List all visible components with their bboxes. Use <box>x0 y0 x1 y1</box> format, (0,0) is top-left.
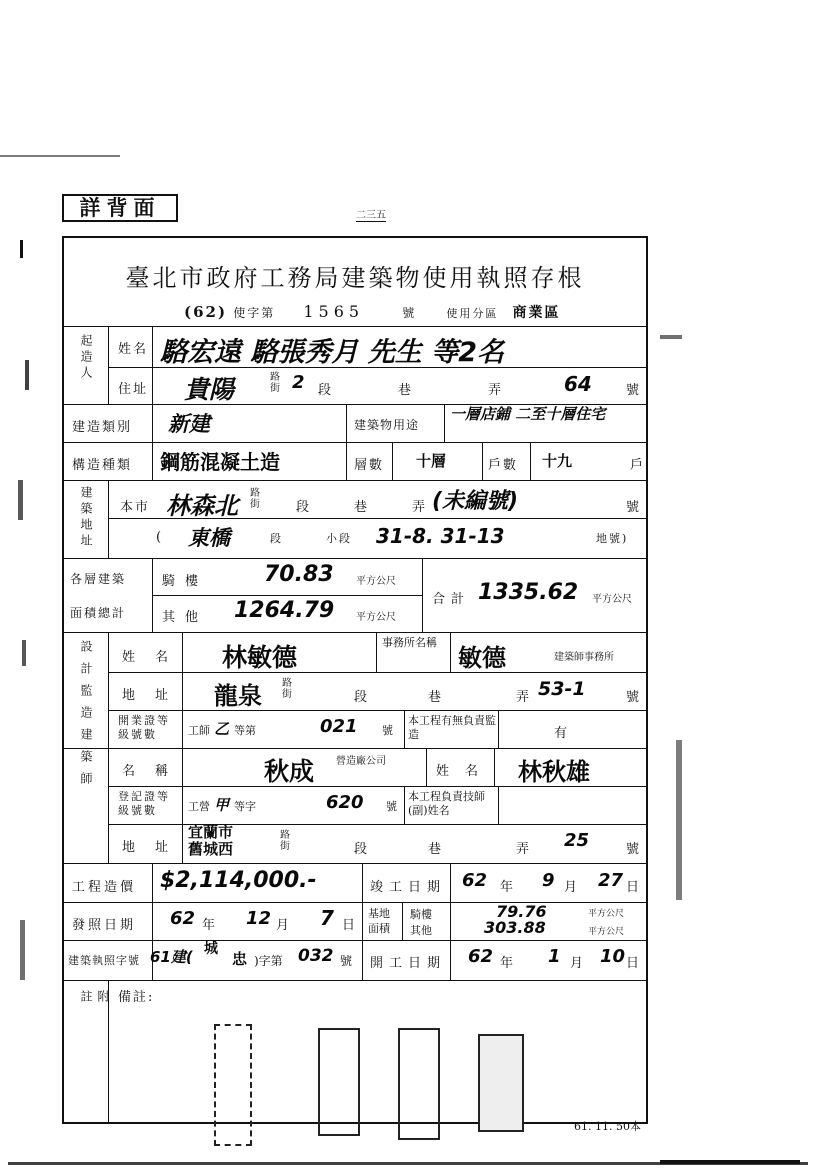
site-paren-value: (未編號) <box>432 489 519 514</box>
architect-license-mid: 等第 <box>234 724 256 737</box>
issue-day-unit: 日 <box>342 918 358 933</box>
scan-speck <box>22 640 26 666</box>
start-year: 62 <box>468 946 494 967</box>
architect-office-label: 事務所名稱 <box>382 636 437 649</box>
floors-label: 層數 <box>354 458 385 473</box>
builder-name-value: 駱宏遠 駱張秀月 先生 等2名 <box>160 337 504 368</box>
contractor-name-label: 名稱 <box>122 764 189 779</box>
inspector-seal <box>214 1024 252 1146</box>
rule <box>404 786 405 824</box>
permit-num: 032 <box>298 946 334 966</box>
number-value: 1565 <box>303 302 365 321</box>
start-day: 10 <box>600 946 626 967</box>
architect-license-label: 開業證等級號數 <box>118 714 170 741</box>
builder-name-label: 姓名 <box>118 342 149 357</box>
builder-addr-duan: 2 <box>292 372 305 393</box>
area-label-bottom: 面積總計 <box>70 606 127 620</box>
rule <box>64 748 646 749</box>
architect-office-suffix: 建築師事務所 <box>554 652 614 663</box>
site-duan-label: 段 <box>296 500 312 515</box>
base-other-value: 303.88 <box>484 918 546 937</box>
builder-addr-duan-label: 段 <box>318 383 334 398</box>
form-title: 臺北市政府工務局建築物使用執照存根 <box>125 264 585 292</box>
architect-license-prefix: 工師 <box>188 724 210 737</box>
number-suffix: 號 <box>402 306 417 320</box>
number-prefix: (62) <box>184 303 228 321</box>
scan-speck <box>660 1160 800 1164</box>
start-month: 1 <box>548 946 561 967</box>
contractor-reg-mid: 等字 <box>234 800 256 813</box>
rule <box>64 480 646 481</box>
contractor-addr-value: 宜蘭市 舊城西 <box>188 823 234 858</box>
area-arcade-value: 70.83 <box>264 562 334 587</box>
issue-month: 12 <box>246 908 272 929</box>
site-street: 林森北 <box>166 492 238 520</box>
site-nong-label: 弄 <box>412 500 428 515</box>
finish-label: 竣工日期 <box>370 880 447 895</box>
rule <box>108 632 109 863</box>
rule <box>444 404 445 442</box>
base-arcade-label: 騎樓 <box>410 908 432 921</box>
rule <box>404 710 405 748</box>
area-label-top: 各層建築 <box>70 572 127 586</box>
back-side-label <box>62 194 178 222</box>
rule <box>152 326 153 404</box>
households-label: 戶數 <box>488 458 519 473</box>
base-label: 基地面積 <box>368 907 390 935</box>
contractor-addr-num-label: 號 <box>626 842 642 857</box>
permit-char1: 城 <box>204 941 218 957</box>
contractor-reg-suffix: 號 <box>386 800 397 813</box>
households-value: 十九 <box>542 452 573 470</box>
rule <box>108 326 109 404</box>
issue-month-unit: 月 <box>276 918 292 933</box>
contractor-tech-label: 本工程負責技師(副)姓名 <box>408 790 485 817</box>
contractor-addr-duan-label: 段 <box>354 842 370 857</box>
floors-value: 十層 <box>416 452 447 470</box>
architect-addr-num: 53-1 <box>538 678 586 700</box>
contractor-person-value: 林秋雄 <box>518 758 590 786</box>
start-day-unit: 日 <box>626 956 642 971</box>
back-side-label-text: 詳背面 <box>79 195 161 220</box>
rule <box>426 748 427 786</box>
contractor-reg-num: 620 <box>326 792 364 813</box>
rule <box>450 863 451 980</box>
architect-license-grade: 乙 <box>214 720 230 738</box>
site-num-label: 號 <box>626 500 642 515</box>
permit-char2: 忠 <box>232 950 248 968</box>
scan-speck <box>18 480 23 520</box>
issue-year-unit: 年 <box>202 918 218 933</box>
start-label: 開工日期 <box>370 956 447 971</box>
zone-value: 商業區 <box>512 305 561 321</box>
finish-month-unit: 月 <box>564 880 580 895</box>
scan-speck <box>676 740 682 900</box>
households-unit: 戶 <box>630 458 646 473</box>
rule <box>482 442 483 480</box>
permit-suffix: 號 <box>340 954 353 968</box>
cost-value: $2,114,000.- <box>160 868 317 893</box>
rule <box>450 632 451 672</box>
finish-month: 9 <box>542 870 555 891</box>
permit-prefix: 61建( <box>150 948 193 966</box>
rule <box>494 748 495 786</box>
architect-supervisor-label: 本工程有無負責監造 <box>408 714 496 741</box>
area-arcade-label: 騎樓 <box>162 574 209 589</box>
contractor-reg-label: 登記證等級號數 <box>118 790 170 817</box>
permit-number-line <box>184 302 646 322</box>
approver-seal <box>398 1028 440 1140</box>
contractor-addr-num: 25 <box>564 830 590 851</box>
contractor-person-label: 姓名 <box>436 764 495 779</box>
scan-speck <box>20 240 23 258</box>
start-month-unit: 月 <box>570 956 586 971</box>
builder-addr-nong-label: 弄 <box>488 383 504 398</box>
issue-label: 發照日期 <box>72 918 137 933</box>
site-lot-suffix: 地號) <box>596 532 629 545</box>
finish-day-unit: 日 <box>626 880 642 895</box>
base-other-unit: 平方公尺 <box>588 927 625 937</box>
scan-speck <box>20 920 25 980</box>
use-label: 建築物用途 <box>354 418 420 432</box>
rule <box>346 404 347 480</box>
site-lot-duan-label: 段 <box>270 532 283 545</box>
permit-stub-form <box>62 236 648 1124</box>
issue-year: 62 <box>170 908 196 929</box>
rule <box>152 404 153 480</box>
rule <box>108 672 646 673</box>
architect-section-label: 設計監造建築師 <box>79 640 93 794</box>
use-value: 一層店鋪 二至十層住宅 <box>450 405 606 423</box>
rule <box>498 710 499 748</box>
site-xiang-label: 巷 <box>354 500 370 515</box>
site-lot-open: ( <box>156 530 164 545</box>
number-mid: 使字第 <box>233 306 276 320</box>
area-total-label: 合計 <box>432 592 471 607</box>
rule <box>402 902 403 940</box>
site-lot-area: 東橋 <box>188 526 230 550</box>
contractor-reg-grade: 甲 <box>214 796 230 814</box>
architect-addr-duan-label: 段 <box>354 690 370 705</box>
finish-day: 27 <box>598 870 624 891</box>
architect-name-label: 姓名 <box>122 650 189 665</box>
struct-label: 構造種類 <box>72 458 133 473</box>
start-year-unit: 年 <box>500 956 516 971</box>
base-arcade-value: 79.76 <box>496 902 547 921</box>
contractor-addr-label: 地址 <box>122 840 189 855</box>
scan-speck <box>25 360 29 390</box>
rule <box>362 863 363 980</box>
base-arcade-unit: 平方公尺 <box>588 909 625 919</box>
rule <box>498 786 499 824</box>
contractor-addr-street-label: 路街 <box>280 830 290 852</box>
area-other-unit: 平方公尺 <box>356 612 396 623</box>
architect-addr-nong-label: 弄 <box>516 690 532 705</box>
scan-line <box>0 155 120 157</box>
architect-license-suffix: 號 <box>382 724 393 737</box>
contractor-reg-prefix: 工營 <box>188 800 210 813</box>
finish-year: 62 <box>462 870 488 891</box>
contractor-name-value: 秋成 <box>264 757 315 786</box>
chief-seal <box>478 1034 524 1132</box>
architect-addr-label: 地址 <box>122 688 189 703</box>
architect-license-num: 021 <box>320 716 358 737</box>
builder-addr-xiang-label: 巷 <box>398 383 414 398</box>
rule <box>182 632 183 863</box>
area-arcade-unit: 平方公尺 <box>356 576 396 587</box>
rule <box>422 558 423 632</box>
site-section-label: 建築地址 <box>79 486 93 550</box>
rule <box>108 710 646 711</box>
architect-office-value: 敏德 <box>458 644 506 672</box>
site-lot-sub-label: 小段 <box>326 532 352 545</box>
rule <box>530 442 531 480</box>
architect-name-value: 林敏德 <box>222 643 298 672</box>
zone-label: 使用分區 <box>446 307 499 320</box>
architect-addr-street-label: 路街 <box>282 678 292 700</box>
builder-addr-label: 住址 <box>118 382 149 397</box>
architect-addr-xiang-label: 巷 <box>428 690 444 705</box>
site-street-label: 路街 <box>250 488 260 510</box>
rule <box>392 442 393 480</box>
struct-value: 鋼筋混凝土造 <box>160 450 280 474</box>
contractor-name-suffix: 營造廠公司 <box>336 756 386 767</box>
permit-label: 建築執照字號 <box>68 954 140 967</box>
finish-year-unit: 年 <box>500 880 516 895</box>
build-type-value: 新建 <box>168 412 210 436</box>
builder-addr-num: 64 <box>564 372 592 396</box>
contractor-addr-nong-label: 弄 <box>516 842 532 857</box>
rule <box>152 595 422 596</box>
contractor-addr-xiang-label: 巷 <box>428 842 444 857</box>
builder-addr-street: 貴陽 <box>184 375 235 404</box>
base-other-label: 其他 <box>410 924 432 937</box>
builder-addr-street-label: 路街 <box>270 372 280 394</box>
rule <box>64 632 646 633</box>
build-type-label: 建造類別 <box>72 420 133 435</box>
rule <box>152 558 153 632</box>
architect-supervisor-value: 有 <box>554 726 570 741</box>
area-total-unit: 平方公尺 <box>592 594 632 605</box>
cost-label: 工程造價 <box>72 880 137 895</box>
page-mark: 二三五 <box>356 206 386 222</box>
rule <box>376 632 377 672</box>
site-lot-value: 31-8. 31-13 <box>376 524 505 548</box>
architect-addr-value: 龍泉 <box>214 682 262 710</box>
builder-section-label: 起造人 <box>79 334 93 382</box>
footer-code: 61. 11. 50本 <box>574 1120 641 1133</box>
notes-side-label: 附註 <box>79 990 110 1072</box>
area-other-label: 其他 <box>162 610 209 625</box>
site-city: 本市 <box>120 500 151 515</box>
issue-day: 7 <box>320 906 334 930</box>
rule <box>108 480 109 558</box>
permit-mid: )字第 <box>254 954 283 968</box>
reviewer-seal <box>318 1028 360 1136</box>
builder-addr-num-label: 號 <box>626 383 642 398</box>
area-total-value: 1335.62 <box>478 580 579 605</box>
rule <box>64 980 646 981</box>
architect-addr-num-label: 號 <box>626 690 642 705</box>
notes-label: 備註: <box>118 990 155 1005</box>
area-other-value: 1264.79 <box>234 598 335 623</box>
scan-speck <box>660 335 682 339</box>
